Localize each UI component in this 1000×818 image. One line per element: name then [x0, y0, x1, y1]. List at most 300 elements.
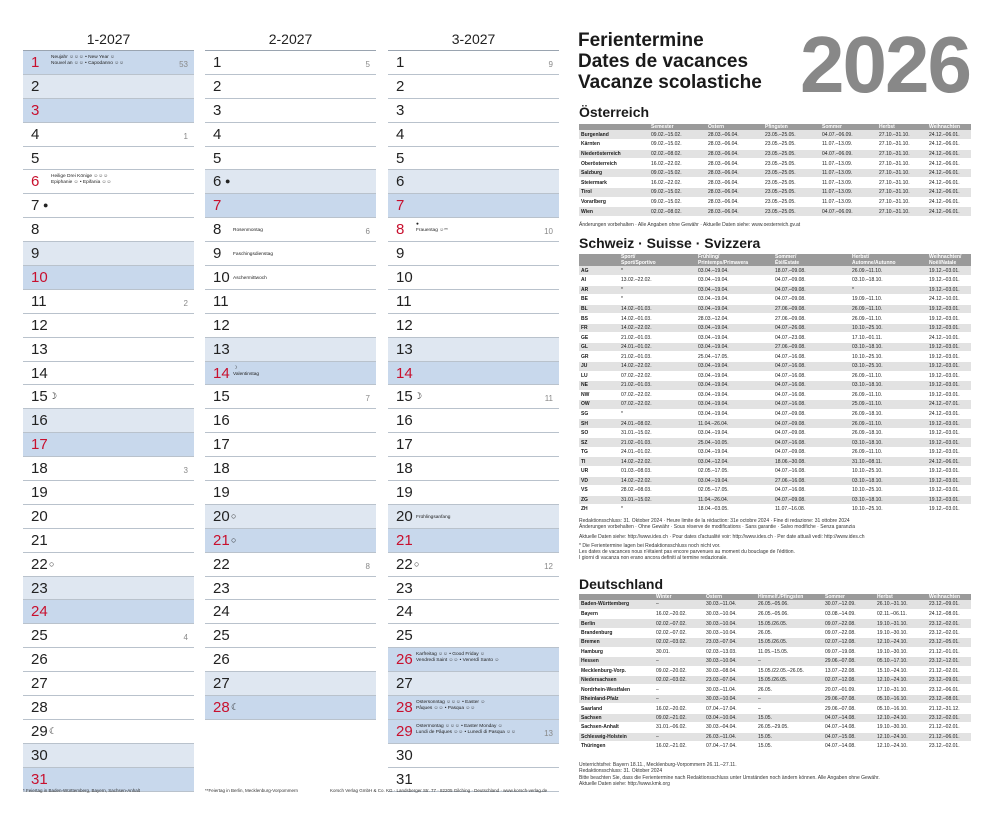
table-cell: 18.04.–03.05.: [696, 505, 773, 515]
table-cell: ZH: [579, 505, 619, 515]
day-number: 8: [31, 221, 40, 239]
table-row: [579, 495, 971, 505]
table-cell: 24.01.–01.02.: [619, 447, 696, 457]
table-cell: 24.01.–08.02.: [619, 419, 696, 429]
table-cell: 14.02.–22.02.: [619, 476, 696, 486]
table-cell: 14.02.–01.03.: [619, 304, 696, 314]
day-number: 17: [396, 436, 413, 454]
day-number: 20: [213, 507, 230, 525]
day-number: 13: [396, 340, 413, 358]
table-cell: ZG: [579, 495, 619, 505]
table-cell: 23.12.–02.01.: [927, 628, 971, 637]
column-header: Sport/ Sport/Sportivo: [619, 254, 696, 266]
table-cell: 11.07.–13.09.: [820, 188, 877, 198]
holiday-note-line: Lundi de Pâques ☺☺ • Lunedì di Pasqua ☺☺: [416, 729, 516, 735]
table-cell: 26.05.–05.06.: [756, 600, 823, 609]
table-cell: 23.12.–06.01.: [927, 685, 971, 694]
table-cell: 15.10.–24.10.: [875, 666, 927, 675]
table-cell: 02.02.–08.02.: [649, 207, 706, 217]
table-row: [579, 438, 971, 448]
day-row: [23, 194, 194, 218]
table-cell: 09.02.–15.02.: [649, 140, 706, 150]
day-row: [23, 672, 194, 696]
day-number: 28: [213, 699, 230, 717]
day-number: 27: [396, 675, 413, 693]
day-row: [23, 696, 194, 720]
table-cell: 26.09.–11.10.: [850, 419, 927, 429]
day-number: 30: [31, 746, 48, 764]
table-row: [579, 619, 971, 628]
table-cell: 31.01.–06.02.: [654, 723, 704, 732]
week-number: 8: [365, 561, 370, 571]
table-cell: 30.03.–11.04.: [704, 600, 756, 609]
table-header-row: [579, 254, 971, 266]
table-cell: 02.02.–08.02.: [649, 149, 706, 159]
holiday-note-line: Valentinstag: [233, 371, 260, 377]
table-cell: Bremen: [579, 638, 654, 647]
holiday-note: [51, 55, 124, 67]
table-cell: Sachsen: [579, 713, 654, 722]
table-cell: 10.10.–25.10.: [850, 505, 927, 515]
table-cell: Kärnten: [579, 140, 649, 150]
table-cell: 27.10.–31.10.: [877, 130, 927, 140]
note-line: I giorni di vacanza non erano ancora definiti al termine redazionale.: [579, 555, 728, 562]
table-cell: Berlin: [579, 619, 654, 628]
table-cell: 14.02.–22.02.: [619, 457, 696, 467]
table-cell: 03.10.–18.10.: [850, 381, 927, 391]
table-cell: 02.02.–07.02.: [654, 628, 704, 637]
table-row: [579, 713, 971, 722]
table-cell: 04.07.–09.08.: [773, 419, 850, 429]
table-cell: 30.03.–10.04.: [704, 628, 756, 637]
day-row: [205, 218, 376, 242]
day-row: [205, 553, 376, 577]
month-column-1: [23, 28, 194, 792]
moon-phase-icon: ●: [225, 176, 231, 187]
table-cell: 26.09.–11.10.: [850, 447, 927, 457]
table-cell: 29.06.–07.08.: [823, 694, 875, 703]
table-cell: 30.03.–04.04.: [704, 723, 756, 732]
table-row: [579, 742, 971, 751]
column-header: Himmelf./Pfingsten: [756, 594, 823, 600]
day-number: 2: [31, 77, 40, 95]
month-footnote: * Feiertag in Baden-Württemberg, Bayern, Sachsen-Anhalt: [23, 788, 141, 793]
table-cell: 12.10.–24.10.: [875, 742, 927, 751]
day-row: [388, 147, 559, 171]
table-cell: 19.12.–03.01.: [927, 438, 971, 448]
holiday-note: [233, 228, 263, 234]
month-footnote: Korsch Verlag GmbH & Co. KG · Landsberger Str. 77 · 82205 Gilching · Deutschland · www.korsch-verlag.de: [330, 788, 548, 793]
table-cell: 03.04.–19.04.: [696, 304, 773, 314]
table-cell: 23.03.–07.04.: [704, 638, 756, 647]
day-row: [388, 362, 559, 386]
holiday-note: [233, 366, 259, 378]
table-cell: 03.04.–12.04.: [696, 457, 773, 467]
day-row: [205, 51, 376, 75]
table-cell: 30.03.–10.04.: [704, 619, 756, 628]
table-cell: 16.02.–22.02.: [649, 159, 706, 169]
table-cell: OW: [579, 400, 619, 410]
day-row: [205, 624, 376, 648]
table-row: [579, 657, 971, 666]
table-row: [579, 168, 971, 178]
table-cell: 28.03.–06.04.: [706, 188, 763, 198]
table-cell: Niederösterreich: [579, 149, 649, 159]
table-cell: 04.07.–16.08.: [773, 361, 850, 371]
table-cell: 14.02.–22.02.: [619, 361, 696, 371]
day-row: [23, 505, 194, 529]
table-cell: 19.09.–11.10.: [850, 295, 927, 305]
holiday-note-line: Ostermontag ☺☺☺ • Easter Monday ☺: [416, 723, 503, 729]
day-number: 6: [213, 173, 222, 191]
table-row: [579, 130, 971, 140]
table-cell: 03.04.–19.04.: [696, 447, 773, 457]
day-number: 23: [213, 579, 230, 597]
day-row: [388, 744, 559, 768]
swiss-heading: Schweiz · Suisse · Svizzera: [579, 235, 761, 251]
note-line: * Die Ferientermine lagen bei Redaktionsschluss noch nicht vor.: [579, 542, 721, 549]
day-row: [23, 409, 194, 433]
table-cell: 24.12.–03.01.: [927, 409, 971, 419]
table-cell: 19.12.–03.01.: [927, 428, 971, 438]
day-row: [23, 147, 194, 171]
table-cell: 19.12.–03.01.: [927, 505, 971, 515]
month-column-2: [205, 28, 376, 720]
table-cell: AR: [579, 285, 619, 295]
table-cell: 03.04.–10.04.: [704, 713, 756, 722]
table-cell: 03.08.–14.09.: [823, 609, 875, 618]
day-number: 24: [213, 603, 230, 621]
day-number: 13: [213, 340, 230, 358]
table-cell: 04.07.–16.08.: [773, 371, 850, 381]
table-row: [579, 732, 971, 741]
table-cell: Schleswig-Holstein: [579, 732, 654, 741]
day-number: 5: [396, 149, 405, 167]
day-row: [23, 648, 194, 672]
day-row: [205, 266, 376, 290]
table-row: [579, 419, 971, 429]
day-number: 11: [213, 292, 229, 310]
day-number: 4: [396, 125, 405, 143]
table-cell: 21.02.–01.03.: [619, 438, 696, 448]
day-number: 29: [31, 722, 48, 740]
table-cell: 19.12.–03.01.: [927, 352, 971, 362]
day-row: [205, 505, 376, 529]
day-number: 6: [396, 173, 405, 191]
day-number: 21: [31, 531, 48, 549]
austria-table: [579, 124, 971, 217]
day-number: 12: [31, 316, 48, 334]
day-row: [388, 624, 559, 648]
table-cell: 19.10.–30.10.: [875, 723, 927, 732]
day-row: [23, 744, 194, 768]
table-cell: 23.12.–09.01.: [927, 676, 971, 685]
table-cell: 04.07.–23.08.: [773, 333, 850, 343]
table-cell: 23.05.–25.05.: [763, 178, 820, 188]
day-row: [23, 529, 194, 553]
day-number: 7: [31, 197, 40, 215]
table-cell: 11.07.–13.09.: [820, 140, 877, 150]
week-number: 7: [365, 394, 370, 404]
table-row: [579, 428, 971, 438]
day-row: [205, 123, 376, 147]
table-cell: 04.07.–15.08.: [823, 732, 875, 741]
table-cell: 30.03.–08.04.: [704, 666, 756, 675]
table-cell: AG: [579, 266, 619, 276]
table-row: [579, 390, 971, 400]
table-cell: Hamburg: [579, 647, 654, 656]
table-cell: 19.12.–03.01.: [927, 466, 971, 476]
table-cell: 19.12.–03.01.: [927, 390, 971, 400]
day-row: [23, 481, 194, 505]
table-cell: 27.10.–31.10.: [877, 207, 927, 217]
table-row: [579, 178, 971, 188]
table-cell: 09.02.–20.02.: [654, 666, 704, 675]
day-number: 24: [396, 603, 413, 621]
table-cell: 30.01.: [654, 647, 704, 656]
table-cell: Nordrhein-Westfalen: [579, 685, 654, 694]
note-line: Aktuelle Daten siehe: http://www.ides.ch · Pour dates d'actualité voir: http://www.ides.ch · Per date attuali vedi: http://www.ides.ch: [579, 533, 865, 540]
table-row: [579, 505, 971, 515]
table-cell: 21.12.–06.01.: [927, 732, 971, 741]
panel-title: [578, 30, 762, 93]
day-row: [23, 314, 194, 338]
table-cell: 31.01.–15.02.: [619, 495, 696, 505]
table-cell: 03.10.–18.10.: [850, 438, 927, 448]
table-cell: 25.09.–11.10.: [850, 400, 927, 410]
day-row: [23, 99, 194, 123]
note-line: Les dates de vacances nous n'étaient pas encore parvenues au moment du bouclage de l'édition.: [579, 549, 795, 556]
table-cell: 04.07.–16.08.: [773, 438, 850, 448]
table-cell: 07.02.–22.02.: [619, 371, 696, 381]
day-row: [205, 75, 376, 99]
column-header: Sommer/ Été/Estate: [773, 254, 850, 266]
table-cell: 09.02.–15.02.: [649, 197, 706, 207]
column-header: Ostern: [704, 594, 756, 600]
note-line: Redaktionsschluss: 31. Oktober 2024: [579, 768, 663, 775]
table-cell: 30.03.–11.04.: [704, 685, 756, 694]
table-cell: Burgenland: [579, 130, 649, 140]
day-number: 17: [31, 436, 48, 454]
table-cell: 27.10.–31.10.: [877, 197, 927, 207]
day-number: 2: [213, 77, 222, 95]
day-row: [388, 218, 559, 242]
day-number: 22: [396, 555, 413, 573]
month-footnote: **Feiertag in Berlin, Mecklenburg-Vorpommern: [205, 788, 299, 793]
table-cell: 26.09.–11.10.: [850, 266, 927, 276]
day-number: 14: [396, 364, 413, 382]
table-cell: 29.06.–07.08.: [823, 657, 875, 666]
day-row: [23, 457, 194, 481]
table-cell: 27.06.–09.08.: [773, 314, 850, 324]
day-row: [205, 529, 376, 553]
holiday-note-line: Frauentag ☺**: [416, 228, 448, 234]
table-cell: 24.12.–08.01.: [927, 609, 971, 618]
table-cell: 02.05.–17.05.: [696, 486, 773, 496]
day-row: [388, 266, 559, 290]
holiday-note-line: Frühlingsanfang: [416, 514, 451, 520]
table-cell: 25.04.–17.05.: [696, 352, 773, 362]
table-cell: 28.03.–06.04.: [706, 149, 763, 159]
day-row: [388, 170, 559, 194]
table-row: [579, 304, 971, 314]
table-cell: Vorarlberg: [579, 197, 649, 207]
holiday-note-line: Pâques ☺☺ • Pasqua ☺☺: [416, 706, 476, 712]
week-number: 53: [179, 60, 188, 69]
table-cell: 19.12.–03.01.: [927, 447, 971, 457]
day-row: [205, 672, 376, 696]
table-row: [579, 609, 971, 618]
table-cell: 26.05.: [756, 628, 823, 637]
day-row: [205, 577, 376, 601]
column-header: Weihnachten/ Noël/Natale: [927, 254, 971, 266]
table-cell: 03.04.–19.04.: [696, 295, 773, 305]
table-cell: AI: [579, 276, 619, 286]
table-cell: 27.06.–16.08.: [773, 476, 850, 486]
day-row: [388, 409, 559, 433]
year-number: 2026: [800, 20, 970, 109]
day-row: [23, 242, 194, 266]
table-cell: 19.12.–03.01.: [927, 486, 971, 496]
table-cell: 19.12.–03.01.: [927, 371, 971, 381]
table-cell: Wien: [579, 207, 649, 217]
table-row: [579, 685, 971, 694]
day-number: 15: [31, 388, 48, 406]
table-cell: 11.07.–13.09.: [820, 159, 877, 169]
holiday-note-line: Faschingsdienstag: [233, 252, 273, 258]
holiday-note-line: Epiphanie ☺ • Epifania ☺☺: [51, 180, 112, 186]
day-row: [205, 385, 376, 409]
day-number: 19: [213, 484, 230, 502]
table-row: [579, 647, 971, 656]
table-cell: 15.05./22.05.–26.05.: [756, 666, 823, 675]
table-cell: 02.02.–03.02.: [654, 638, 704, 647]
germany-notes: [579, 762, 880, 787]
table-cell: Mecklenburg-Vorp.: [579, 666, 654, 675]
table-cell: 07.02.–22.02.: [619, 390, 696, 400]
day-row: [388, 696, 559, 720]
table-row: [579, 140, 971, 150]
holiday-note-line: Nouvel an ☺☺ • Capodanno ☺☺: [51, 61, 125, 66]
table-cell: 21.02.–01.03.: [619, 352, 696, 362]
table-cell: *: [619, 285, 696, 295]
week-number: 1: [183, 131, 188, 141]
table-cell: 19.12.–03.01.: [927, 381, 971, 391]
table-cell: 03.10.–18.10.: [850, 495, 927, 505]
table-row: [579, 447, 971, 457]
moon-phase-icon: ○: [414, 558, 420, 569]
week-number: 10: [544, 227, 553, 237]
table-cell: 18.07.–09.08.: [773, 266, 850, 276]
table-cell: 15.05.: [756, 713, 823, 722]
day-row: [23, 600, 194, 624]
day-number: 10: [31, 269, 48, 287]
table-cell: 04.07.–09.08.: [773, 285, 850, 295]
table-cell: 24.12.–07.01.: [927, 400, 971, 410]
column-header: Semester: [649, 124, 706, 130]
holiday-note-line: Aschermittwoch: [233, 276, 267, 282]
day-row: [388, 505, 559, 529]
germany-table: [579, 594, 971, 752]
table-cell: 16.02.–20.02.: [654, 609, 704, 618]
day-row: [205, 242, 376, 266]
table-cell: 02.02.–07.02.: [654, 619, 704, 628]
table-cell: GE: [579, 333, 619, 343]
day-number: 13: [31, 340, 48, 358]
table-cell: 24.12.–06.01.: [927, 159, 971, 169]
table-cell: 05.10.–16.10.: [875, 704, 927, 713]
table-cell: 10.10.–25.10.: [850, 466, 927, 476]
table-row: [579, 400, 971, 410]
day-row: [388, 720, 559, 744]
table-cell: –: [654, 685, 704, 694]
day-row: [388, 314, 559, 338]
table-cell: 24.12.–06.01.: [927, 197, 971, 207]
table-row: [579, 207, 971, 217]
table-cell: 27.06.–09.08.: [773, 304, 850, 314]
table-cell: NW: [579, 390, 619, 400]
table-cell: GL: [579, 342, 619, 352]
column-header: Weihnachten: [927, 124, 971, 130]
table-cell: 26.05.–05.06.: [756, 609, 823, 618]
table-cell: 03.04.–19.04.: [696, 266, 773, 276]
table-cell: 04.07.–16.08.: [773, 390, 850, 400]
day-number: 14: [31, 364, 48, 382]
table-row: [579, 381, 971, 391]
table-cell: 11.04.–26.04.: [696, 419, 773, 429]
table-cell: 26.09.–11.10.: [850, 304, 927, 314]
day-number: 7: [396, 197, 405, 215]
day-row: [388, 553, 559, 577]
table-cell: 19.10.–31.10.: [875, 619, 927, 628]
table-cell: Hessen: [579, 657, 654, 666]
table-cell: 21.12.–01.01.: [927, 647, 971, 656]
table-cell: 19.12.–03.01.: [927, 266, 971, 276]
moon-phase-icon: ☾: [231, 702, 240, 713]
table-cell: 09.07.–19.08.: [823, 647, 875, 656]
table-cell: 27.10.–31.10.: [877, 149, 927, 159]
week-number: 6: [365, 227, 370, 237]
table-cell: SO: [579, 428, 619, 438]
day-number: 21: [213, 531, 230, 549]
table-cell: 26.03.–11.04.: [704, 732, 756, 741]
moon-phase-icon: ☽: [414, 391, 423, 402]
table-cell: 03.04.–19.04.: [696, 476, 773, 486]
day-row: [205, 362, 376, 386]
day-number: 16: [213, 412, 230, 430]
table-cell: 23.05.–25.05.: [763, 197, 820, 207]
table-cell: TI: [579, 457, 619, 467]
table-cell: 21.12.–02.01.: [927, 666, 971, 675]
table-cell: 26.09.–11.10.: [850, 390, 927, 400]
day-number: 12: [213, 316, 230, 334]
table-cell: JU: [579, 361, 619, 371]
day-number: 23: [396, 579, 413, 597]
table-cell: Oberösterreich: [579, 159, 649, 169]
germany-heading: Deutschland: [579, 576, 664, 592]
day-row: [205, 600, 376, 624]
column-header: Pfingsten: [763, 124, 820, 130]
holiday-note-line: Heilige Drei Könige ☺☺☺: [51, 174, 109, 180]
table-cell: Baden-Württemberg: [579, 600, 654, 609]
day-number: 19: [396, 484, 413, 502]
table-cell: 24.12.–06.01.: [927, 168, 971, 178]
table-cell: TG: [579, 447, 619, 457]
table-cell: 19.12.–03.01.: [927, 419, 971, 429]
day-number: 10: [213, 269, 230, 287]
table-cell: 28.03.–12.04.: [696, 314, 773, 324]
day-number: 3: [213, 101, 222, 119]
